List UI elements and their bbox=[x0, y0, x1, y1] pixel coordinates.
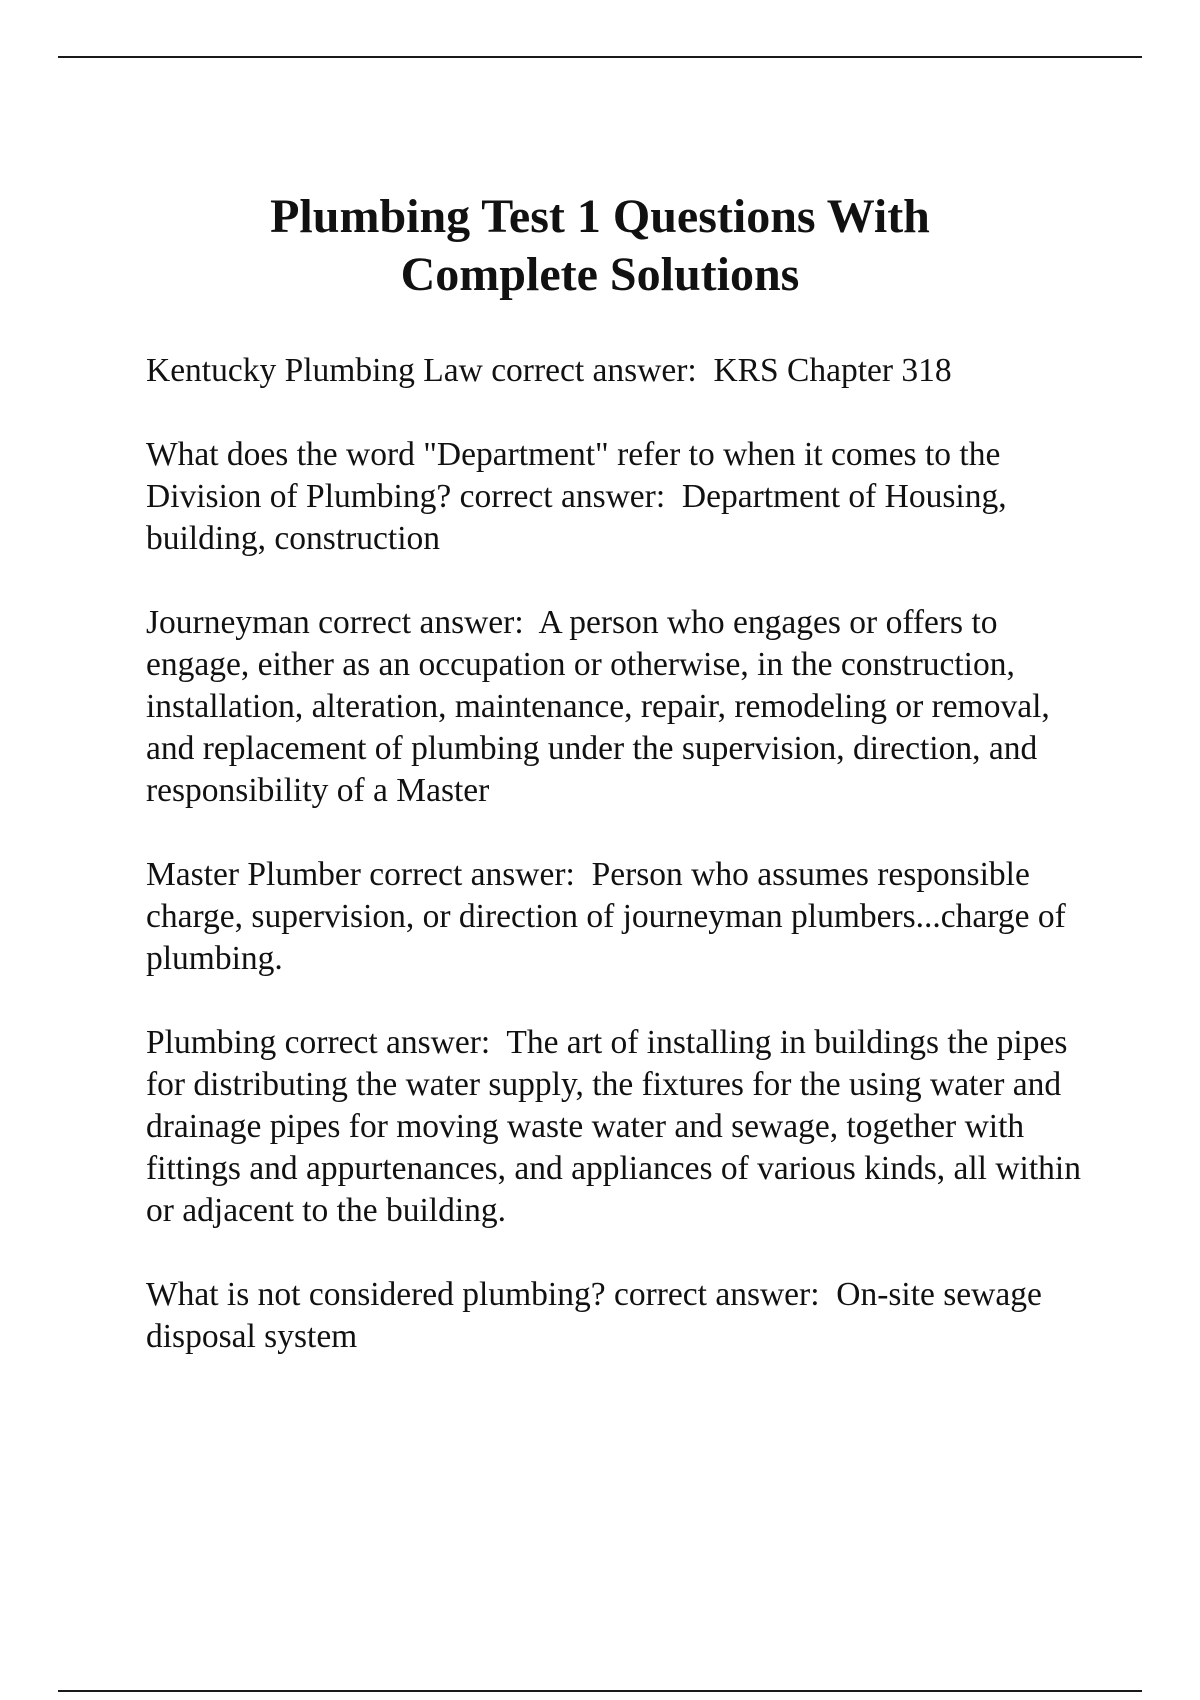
qa-item-plumbing: Plumbing correct answer: The art of installing in buildings the pipes for distributing the water supply, the fixtures for the using water and drainage pipes for moving waste water and sewage, together with fittings and appurtenances, and appliances of various kinds, all within or adjacent to the building. bbox=[146, 1024, 1090, 1229]
qa-item-kentucky-plumbing-law: Kentucky Plumbing Law correct answer: KRS Chapter 318 bbox=[146, 352, 952, 389]
qa-list bbox=[146, 350, 1106, 1400]
qa-item-journeyman: Journeyman correct answer: A person who engages or offers to engage, either as an occupation or otherwise, in the construction, installation, alteration, maintenance, repair, remodeling or removal, and replacement of plumbing under the supervision, direction, and responsibility of a Master bbox=[146, 604, 1059, 809]
qa-item-master-plumber: Master Plumber correct answer: Person who assumes responsible charge, supervision, or direction of journeyman plumbers...charge of plumbing. bbox=[146, 856, 1075, 977]
title-line-2: Complete Solutions bbox=[400, 248, 800, 301]
qa-item-department: What does the word "Department" refer to when it comes to the Division of Plumbing? correct answer: Department of Housing, building, construction bbox=[146, 436, 1015, 557]
title-line-1: Plumbing Test 1 Questions With bbox=[270, 190, 930, 243]
page-title bbox=[100, 188, 1100, 304]
top-divider bbox=[58, 56, 1142, 58]
qa-item-not-plumbing: What is not considered plumbing? correct answer: On-site sewage disposal system bbox=[146, 1276, 1051, 1355]
bottom-divider bbox=[58, 1690, 1142, 1692]
